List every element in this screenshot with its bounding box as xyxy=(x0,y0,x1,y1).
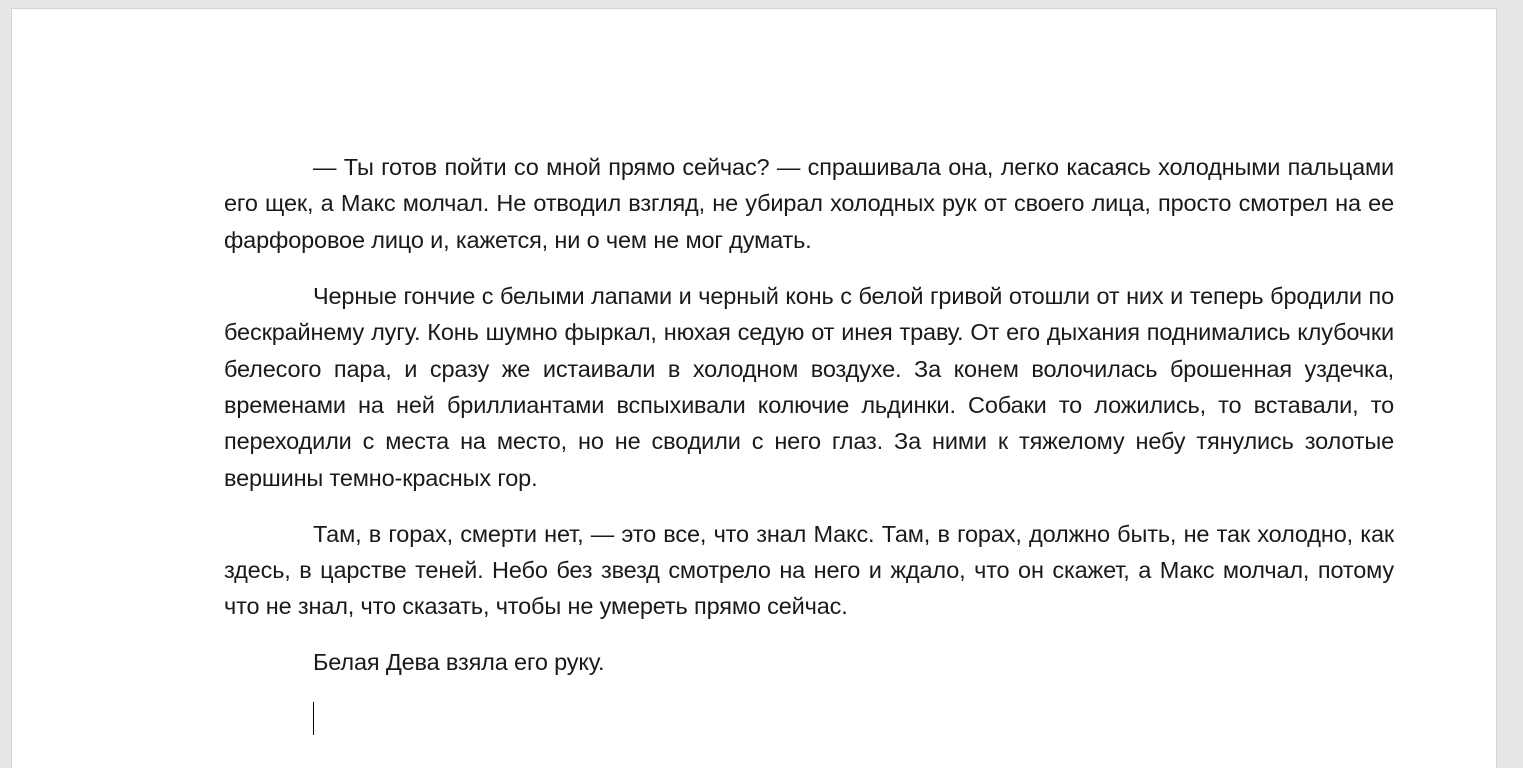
paragraph-3[interactable]: Там, в горах, смерти нет, — это все, что знал Макс. Там, в горах, должно быть, не так холодно, как здесь, в царстве теней. Небо без звезд смотрело на него и ждало, что он скажет, а Макс молчал, потому что не знал, что сказать, чтобы не умереть прямо сейчас. xyxy=(224,520,1394,620)
document-page[interactable] xyxy=(11,8,1497,768)
paragraph-2[interactable]: Черные гончие с белыми лапами и черный конь с белой гривой отошли от них и теперь бродили по бескрайнему лугу. Конь шумно фыркал, нюхая седую от инея траву. От его дыхания поднимались клубочки белесого пара, и сразу же истаивали в холодном воздухе. За конем волочилась брошенная уздечка, временами на ней бриллиантами вспыхивали колючие льдинки. Собаки то ложились, то вставали, то переходили с места на место, но не сводили с него глаз. За ними к тяжелому небу тянулись золотые вершины темно-красных гор. xyxy=(224,282,1394,491)
paragraph-4[interactable]: Белая Дева взяла его руку. xyxy=(313,649,605,676)
text-cursor xyxy=(313,702,314,735)
document-body[interactable] xyxy=(224,149,1394,736)
paragraph-1[interactable]: — Ты готов пойти со мной прямо сейчас? — спрашивала она, легко касаясь холодными пальцами его щек, а Макс молчал. Не отводил взгляд, не убирал холодных рук от своего лица, просто смотрел на ее фарфоровое лицо и, кажется, ни о чем не мог думать. xyxy=(224,154,1394,253)
empty-paragraph[interactable] xyxy=(224,700,1394,736)
